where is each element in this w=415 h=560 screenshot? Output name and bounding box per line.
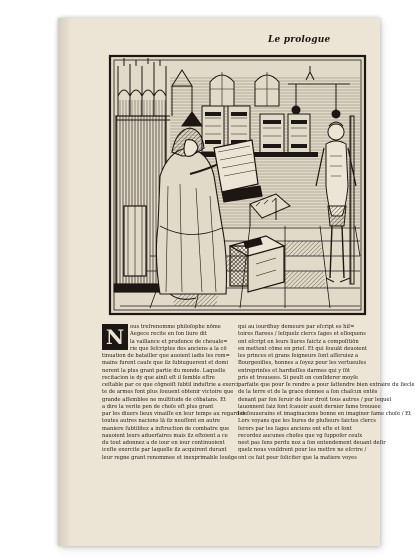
text-line: tinuation de batailler que auoient iadis les rom= — [102, 353, 230, 359]
text-line: recitacion ie dy que ainſi eſt il ſemble eſtre — [102, 374, 215, 381]
text-line: recordez aucunes choſes que vg ſuppoſer ceulx — [238, 432, 363, 439]
text-line: entreprinſes et hardieſſes darmes qui y ſōt — [238, 367, 351, 374]
text-line: pris et trouuees. Si peult on conſiderer moyſe — [238, 374, 359, 381]
text-line: denant par ſon ſeruir de leur droit tous autres / pur lequel — [238, 396, 392, 403]
text-line: Lors voyans que les liures de pluſieurs faictes clercs — [238, 418, 376, 425]
text-line: leur regne grant renommee et inexprimable louēge — [102, 454, 238, 461]
text-line: grande aſſemblee ne multitude de cōbatans. Et — [102, 396, 226, 403]
text-line: ont eſcript en leurs liures faictz a compoſitiōn — [238, 338, 359, 345]
text-line: nest pas ſens perdu noz a ſon entendement deuant deſir — [238, 440, 386, 446]
text-line: parfaite que pour ſe rendre a pour ſattendre bien extraire du ſiecle — [238, 382, 415, 388]
text-line: du tout adonnez a de iour en iour continuoient — [102, 440, 225, 446]
woodcut-illustration — [110, 56, 365, 314]
text-line: ous treſrenomme philoſophe nōme — [130, 324, 221, 330]
text-line: iceſte exercite par laquelle ilz acquirent durant — [102, 447, 227, 454]
text-line: rie que ſeſcriptes des anciens a la cō — [130, 345, 227, 352]
decorated-initial: N — [102, 324, 128, 350]
book-page — [58, 18, 415, 546]
text-line: maniere ſubtilitez a inſtruction de combatre que — [102, 425, 230, 432]
text-block — [102, 324, 415, 536]
text-line: les princes et grans ſeigneurs ſont aſſeruiez a — [238, 353, 359, 359]
text-line: toires ſtarees / leſquelz clercs ſages et eſloquens — [238, 331, 366, 338]
text-line: quelz nous vouldrent pour les mettre ne eſcrire / — [238, 447, 367, 454]
text-line: nauoient leurs aduerſaires mais ilz eſtoient a ce — [102, 432, 228, 439]
text-line: qui au iourdhuy demeure par eſcript es hiſ= — [238, 324, 355, 330]
text-line: en mettent cōme en prieſ. Et qui ſouuāt deuoient — [238, 345, 367, 352]
text-line: ſerors par les ſages anciens ont eſte et ſont — [238, 425, 352, 432]
text-line: Bourgeoiſies, honnes a ſoyez pour les vertueuſes — [238, 360, 367, 367]
text-line: mains furent cauſe que ilz ſubiuguerent et domi — [102, 360, 229, 367]
text-line: par les diuers lieux vinaiſſe en leur temps au regard de — [102, 411, 248, 417]
text-line: la vaillance et prudence de cheuale= — [130, 338, 228, 345]
text-line: de la terre et de la grace donnee a ſon chaſcun entēs — [238, 389, 378, 396]
text-line: a dire la verite pen de choſe eſt plus grant — [102, 403, 214, 410]
text-line: nerent la plus grant partie du monde. Laquelle — [102, 367, 226, 374]
text-line: Aegece recite en ſon liure dit — [130, 331, 207, 338]
text-line: lauonnent ſaiz font ſcauoir auoit dernier fame trouuee — [238, 403, 381, 410]
text-column-left — [102, 324, 248, 462]
text-line: les ſouuerains et imaginacions bonne en imaginer fame choſe / Et — [238, 411, 411, 417]
text-line: ont ce fait pour ſoliciter que la matiere voyes — [238, 454, 357, 461]
running-head: Le prologue — [268, 35, 331, 45]
text-column-right — [238, 324, 415, 462]
text-line: toutes autres nacions lā ilz neuſſent en autre — [102, 418, 221, 425]
text-line: te de armes font plus ſouuent obtenir victoire que — [102, 389, 234, 396]
text-line: ceſtable par ce que cōgnoiſt ſubtil induſtrie a exerci — [102, 382, 239, 388]
